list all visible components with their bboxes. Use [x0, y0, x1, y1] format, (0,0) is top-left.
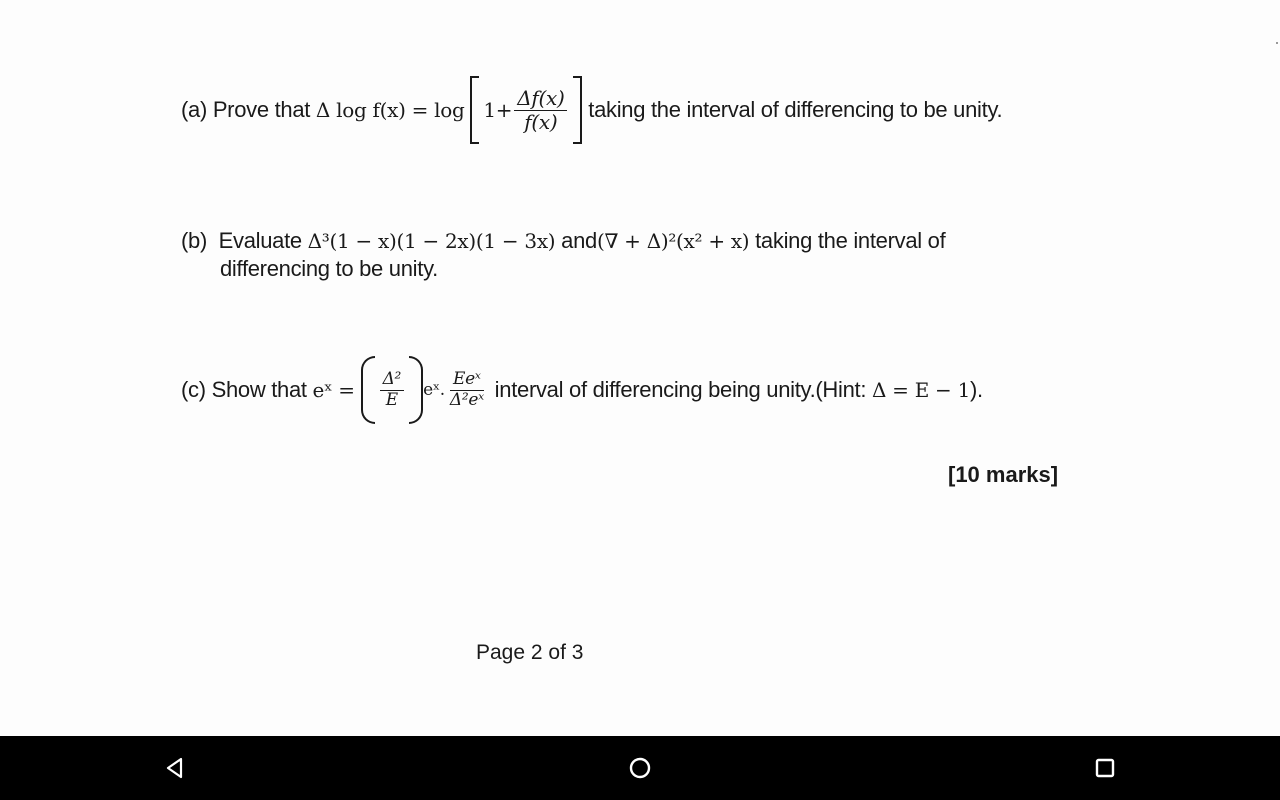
question-a-fraction	[514, 85, 567, 134]
page-indicator: Page 2 of 3	[476, 641, 584, 664]
question-c-hint-expr: Δ = E − 1	[871, 378, 970, 402]
question-c-frac-num: Eeˣ	[450, 371, 484, 391]
question-a-suffix: taking the interval of differencing to be unity.	[588, 97, 1003, 122]
question-a-frac-num: Δf(x)	[514, 88, 567, 111]
question-b-expr1: Δ³(1 − x)(1 − 2x)(1 − 3x)	[307, 229, 556, 253]
question-c	[181, 354, 983, 426]
question-b-prefix: Evaluate	[218, 228, 302, 253]
question-b-line1	[181, 228, 945, 254]
back-triangle-icon	[163, 756, 187, 780]
question-a	[181, 74, 1002, 146]
question-a-frac-den: f(x)	[524, 109, 558, 134]
question-c-prefix: Show that	[211, 377, 307, 402]
question-c-paren-num: Δ²	[380, 371, 405, 391]
home-button[interactable]	[600, 736, 680, 800]
question-a-lhs: Δ log f(x) = log	[315, 98, 465, 122]
question-a-prefix: Prove that	[212, 97, 311, 122]
recents-square-icon	[1093, 756, 1117, 780]
question-b-expr2: (∇ + Δ)²(x² + x)	[596, 229, 750, 253]
question-b-line2: differencing to be unity.	[220, 256, 438, 281]
question-b-conj: and	[561, 228, 597, 253]
android-navigation-bar	[0, 736, 1280, 800]
scan-mark	[1276, 42, 1278, 44]
question-c-fraction	[447, 368, 487, 410]
back-button[interactable]	[135, 736, 215, 800]
question-c-frac-den: Δ²eˣ	[449, 389, 484, 410]
question-b-label: (b)	[181, 228, 207, 253]
question-c-lhs: eˣ =	[312, 378, 355, 402]
question-a-label: (a)	[181, 97, 207, 122]
question-c-suffix-end: ).	[970, 377, 983, 402]
question-c-suffix: interval of differencing being unity.(Hint:	[494, 377, 867, 402]
question-a-bracket	[470, 76, 582, 144]
marks-label: [10 marks]	[948, 462, 1059, 487]
question-c-mid: eˣ.	[423, 380, 445, 400]
question-a-one-plus: 1+	[483, 98, 513, 122]
question-c-label: (c)	[181, 377, 206, 402]
question-b-suffix: taking the interval of	[755, 228, 946, 253]
question-c-paren-den: E	[385, 389, 398, 410]
question-c-paren-fraction	[380, 368, 405, 410]
recents-button[interactable]	[1065, 736, 1145, 800]
home-circle-icon	[628, 756, 652, 780]
